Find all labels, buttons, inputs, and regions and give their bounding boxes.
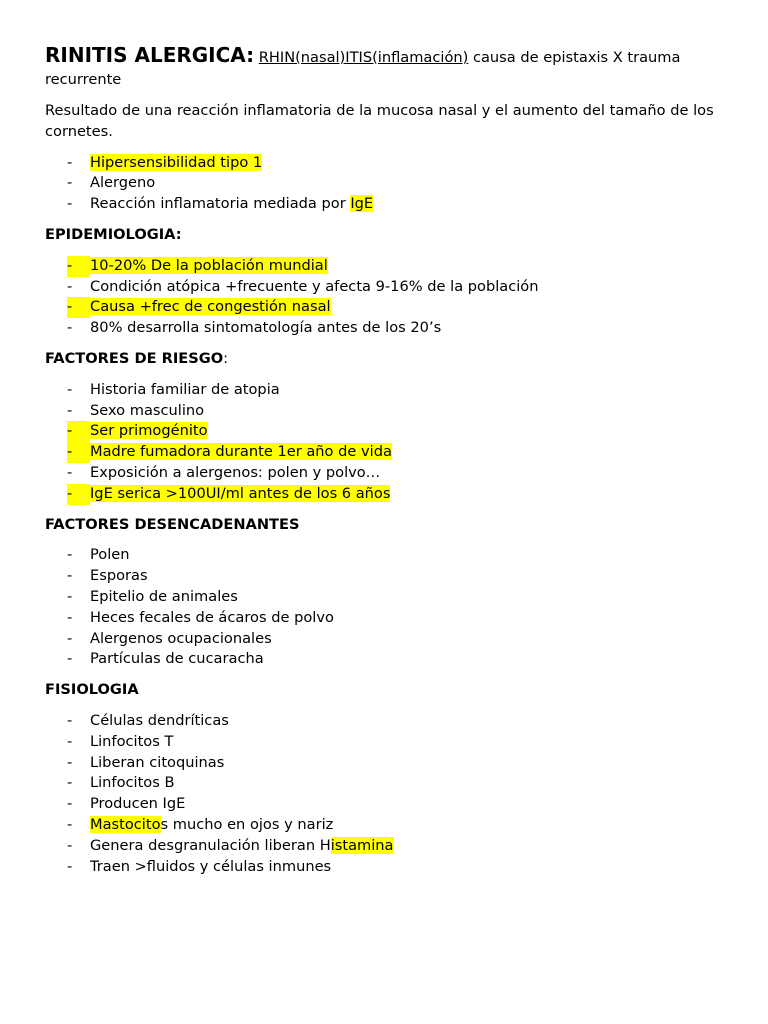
list-item	[45, 587, 728, 608]
list-item	[45, 566, 728, 587]
section-heading-text: FACTORES DESENCADENANTES	[45, 515, 300, 533]
list-item	[45, 608, 728, 629]
item-text: s mucho en ojos y nariz	[160, 815, 334, 833]
highlighted-text: IgE serica >100UI/ml antes de los 6 años	[90, 484, 391, 502]
list-item	[45, 484, 728, 505]
document-title: RINITIS ALERGICA:	[45, 43, 255, 67]
section-list	[45, 256, 728, 339]
bullet-dash: -	[67, 629, 73, 647]
bullet-dash: -	[67, 732, 73, 750]
etymology-text: RHIN(nasal)ITIS(inflamación)	[258, 49, 469, 66]
bullet-dash: -	[67, 380, 73, 398]
item-text: Sexo masculino	[90, 401, 205, 419]
list-item	[45, 836, 728, 857]
list-item	[45, 545, 728, 566]
bullet-dash: -	[67, 484, 72, 505]
list-item	[45, 380, 728, 401]
item-text: Genera desgranulación liberan H	[90, 836, 331, 854]
bullet-dash: -	[67, 815, 73, 833]
section-heading-suffix: :	[223, 349, 229, 367]
item-text: Exposición a alergenos: polen y polvo…	[90, 463, 381, 481]
list-item	[45, 421, 728, 442]
bullet-dash: -	[67, 587, 73, 605]
item-text: Producen IgE	[90, 795, 186, 813]
item-text: Condición atópica +frecuente y afecta 9-16% de la población	[90, 277, 539, 295]
list-item	[45, 442, 728, 463]
list-item	[45, 857, 728, 878]
item-text: Reacción inflamatoria mediada por	[90, 195, 351, 213]
bullet-dash: -	[67, 401, 73, 419]
title-rest: causa de epistaxis X trauma recurrente	[45, 49, 681, 88]
list-item	[45, 649, 728, 670]
section-heading	[45, 349, 728, 370]
bullet-dash: -	[67, 153, 73, 171]
bullet-dash: -	[67, 256, 72, 277]
list-item	[45, 194, 728, 215]
section-heading	[45, 515, 728, 536]
item-text: Traen >fluidos y células inmunes	[90, 857, 332, 875]
bullet-dash: -	[67, 857, 73, 875]
item-text: Partículas de cucaracha	[90, 650, 264, 668]
list-item	[45, 318, 728, 339]
bullet-dash: -	[67, 567, 73, 585]
highlighted-text: Causa +frec de congestión nasal	[90, 298, 331, 316]
highlighted-text: IgE	[350, 195, 374, 213]
section-list	[45, 711, 728, 877]
intro-list	[45, 153, 728, 215]
highlighted-text: Mastocito	[90, 815, 161, 833]
bullet-dash: -	[67, 421, 72, 442]
list-item	[45, 297, 728, 318]
list-item	[45, 773, 728, 794]
bullet-dash: -	[67, 442, 72, 463]
list-item	[45, 794, 728, 815]
bullet-dash: -	[67, 277, 73, 295]
highlighted-text: 10-20% De la población mundial	[90, 256, 328, 274]
bullet-dash: -	[67, 463, 73, 481]
bullet-dash: -	[67, 608, 73, 626]
item-text: Polen	[90, 546, 130, 564]
list-item	[45, 711, 728, 732]
list-item	[45, 401, 728, 422]
section-list	[45, 545, 728, 670]
section-heading-text: FISIOLOGIA	[45, 681, 139, 699]
section-heading	[45, 225, 728, 246]
highlighted-text: Madre fumadora durante 1er año de vida	[90, 443, 392, 461]
item-text: Liberan citoquinas	[90, 753, 225, 771]
list-item	[45, 463, 728, 484]
sections-container	[45, 225, 728, 877]
bullet-dash: -	[67, 546, 73, 564]
list-item	[45, 815, 728, 836]
bullet-dash: -	[67, 195, 73, 213]
list-item	[45, 629, 728, 650]
bullet-dash: -	[67, 774, 73, 792]
section-heading	[45, 680, 728, 701]
item-text: Linfocitos T	[90, 732, 174, 750]
item-text: Historia familiar de atopia	[90, 380, 280, 398]
item-text: Linfocitos B	[90, 774, 175, 792]
item-text: Esporas	[90, 567, 148, 585]
item-text: Epitelio de animales	[90, 587, 238, 605]
list-item	[45, 153, 728, 174]
item-text: Alergenos ocupacionales	[90, 629, 272, 647]
section-list	[45, 380, 728, 505]
bullet-dash: -	[67, 836, 73, 854]
highlighted-text: Hipersensibilidad tipo 1	[90, 153, 263, 171]
highlighted-text: Ser primogénito	[90, 422, 208, 440]
intro-paragraph: Resultado de una reacción inflamatoria de la mucosa nasal y el aumento del tamaño de los cornetes.	[45, 102, 714, 140]
title-line	[45, 44, 728, 91]
list-item	[45, 277, 728, 298]
bullet-dash: -	[67, 650, 73, 668]
bullet-dash: -	[67, 753, 73, 771]
section-heading-text: FACTORES DE RIESGO	[45, 349, 224, 367]
item-text: Heces fecales de ácaros de polvo	[90, 608, 334, 626]
highlighted-text: istamina	[330, 836, 394, 854]
bullet-dash: -	[67, 711, 73, 729]
item-text: Alergeno	[90, 174, 156, 192]
list-item	[45, 753, 728, 774]
item-text: Células dendríticas	[90, 711, 229, 729]
item-text: 80% desarrolla sintomatología antes de los 20’s	[90, 319, 442, 337]
bullet-dash: -	[67, 174, 73, 192]
list-item	[45, 173, 728, 194]
bullet-dash: -	[67, 795, 73, 813]
section-heading-text: EPIDEMIOLOGIA:	[45, 225, 182, 243]
list-item	[45, 256, 728, 277]
bullet-dash: -	[67, 319, 73, 337]
bullet-dash: -	[67, 297, 72, 318]
list-item	[45, 732, 728, 753]
